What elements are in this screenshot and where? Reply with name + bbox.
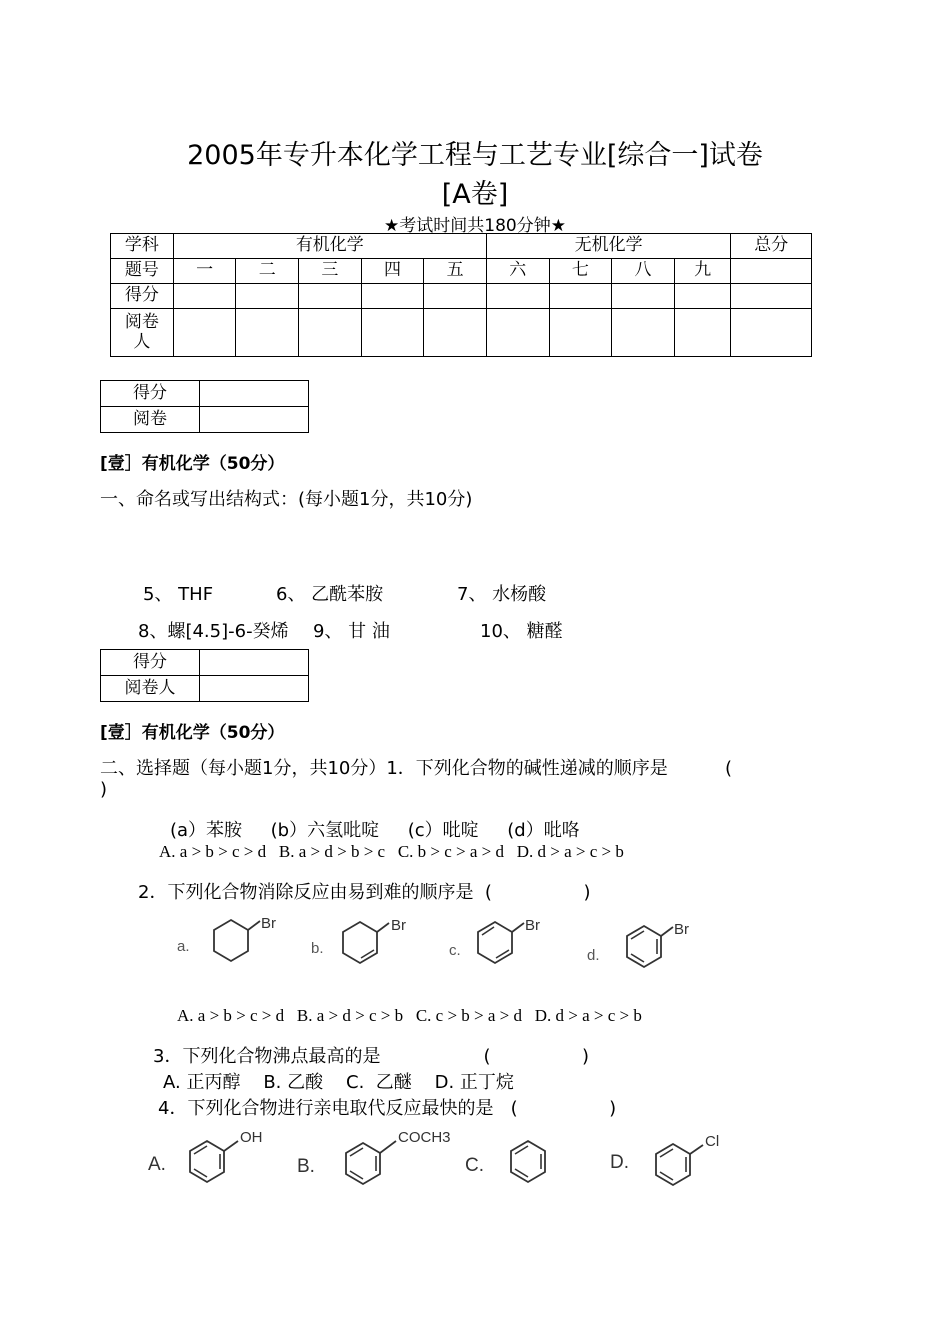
- mini-label: 得分: [101, 381, 200, 407]
- q2-br-b: Br: [391, 917, 406, 934]
- grader-cell[interactable]: [424, 309, 487, 357]
- row-label: 学科: [111, 234, 174, 259]
- grader-cell[interactable]: [299, 309, 362, 357]
- question-number: 一: [173, 259, 236, 284]
- section-heading: [壹］有机化学（50分）: [100, 723, 285, 743]
- naming-item: 6、 乙酰苯胺: [276, 584, 384, 605]
- q2-br-d: Br: [674, 921, 689, 938]
- table-row: [111, 284, 812, 309]
- grader-cell[interactable]: [173, 309, 236, 357]
- grader-cell[interactable]: [361, 309, 424, 357]
- question-heading: 二、选择题（每小题1分，共10分）1．下列化合物的碱性递减的顺序是 (: [100, 758, 733, 779]
- benzene-ring-icon: [627, 926, 661, 967]
- mini-score-table-1: [100, 380, 309, 433]
- q4-text: 4．下列化合物进行亲电取代反应最快的是 ( ): [158, 1098, 617, 1119]
- row-label: 题号: [111, 259, 174, 284]
- mini-label: 阅卷人: [101, 676, 200, 702]
- q4-label-b: B.: [297, 1156, 315, 1177]
- row-label: 得分: [111, 284, 174, 309]
- score-cell[interactable]: [612, 284, 675, 309]
- q2-br-c: Br: [525, 917, 540, 934]
- question-number: 九: [674, 259, 731, 284]
- score-cell[interactable]: [173, 284, 236, 309]
- q3-answers: A. 正丙醇 B. 乙酸 C. 乙醚 D. 正丁烷: [163, 1072, 514, 1093]
- exam-time: ★考试时间共180分钟★: [384, 216, 566, 236]
- grader-cell[interactable]: [731, 309, 812, 357]
- q2-text: 2．下列化合物消除反应由易到难的顺序是 ( ): [138, 882, 591, 903]
- grader-cell[interactable]: [200, 407, 309, 433]
- naming-item: 5、 THF: [143, 584, 214, 605]
- score-cell[interactable]: [731, 284, 812, 309]
- q1-options: (a）苯胺 (b）六氢吡啶 (c）吡啶 (d）吡咯: [170, 820, 580, 841]
- q2-label-d: d.: [587, 947, 600, 964]
- phenol-ring-icon: [190, 1141, 224, 1182]
- q3-text: 3．下列化合物沸点最高的是 ( ): [153, 1046, 590, 1067]
- page-subtitle: [A卷]: [441, 179, 509, 210]
- mini-label: 得分: [101, 650, 200, 676]
- q1-answers: A. a > b > c > d B. a > d > b > c C. b > c > a > d D. d > a > c > b: [159, 842, 624, 861]
- q4-label-c: C.: [465, 1155, 484, 1176]
- q4-sub-oh: OH: [240, 1129, 263, 1146]
- score-cell[interactable]: [200, 650, 309, 676]
- subject-inorganic: 无机化学: [486, 234, 731, 259]
- cyclohexene-ring-icon: [343, 922, 377, 963]
- question-number: 八: [612, 259, 675, 284]
- naming-item: 10、 糖醛: [480, 621, 563, 642]
- q2-label-c: c.: [449, 942, 461, 959]
- naming-item: 9、 甘 油: [313, 621, 390, 642]
- cyclohexane-ring-icon: [214, 920, 248, 961]
- q4-structures: [140, 1122, 740, 1192]
- score-cell[interactable]: [299, 284, 362, 309]
- grader-cell[interactable]: [200, 676, 309, 702]
- acetophenone-ring-icon: [346, 1143, 380, 1184]
- grader-cell[interactable]: [674, 309, 731, 357]
- chlorobenzene-ring-icon: [656, 1144, 690, 1185]
- cyclohexadiene-ring-icon: [478, 922, 512, 963]
- q4-sub-cl: Cl: [705, 1133, 720, 1150]
- q2-label-b: b.: [311, 940, 324, 957]
- subject-organic: 有机化学: [173, 234, 486, 259]
- score-table: [110, 233, 812, 357]
- grader-cell[interactable]: [612, 309, 675, 357]
- naming-item: 7、 水杨酸: [457, 584, 547, 605]
- grader-cell[interactable]: [236, 309, 299, 357]
- q4-sub-coch3: COCH3: [398, 1129, 451, 1146]
- question-heading: 一、命名或写出结构式：(每小题1分，共10分): [100, 489, 473, 510]
- question-number: 五: [424, 259, 487, 284]
- question-number: 七: [549, 259, 612, 284]
- subject-total: 总分: [731, 234, 812, 259]
- q2-answers: A. a > b > c > d B. a > d > c > b C. c > b > a > d D. d > a > c > b: [177, 1006, 642, 1025]
- question-number: 四: [361, 259, 424, 284]
- row-label: 阅卷人: [111, 309, 174, 357]
- benzene-ring-icon: [511, 1141, 545, 1182]
- question-number: 三: [299, 259, 362, 284]
- q4-label-d: D.: [610, 1152, 629, 1173]
- question-number: 六: [486, 259, 549, 284]
- grader-cell[interactable]: [486, 309, 549, 357]
- section-heading: [壹］有机化学（50分）: [100, 454, 285, 474]
- page-title: 2005年专升本化学工程与工艺专业[综合一]试卷: [187, 140, 763, 171]
- table-row: [111, 234, 812, 259]
- question-number: 二: [236, 259, 299, 284]
- naming-item: 8、螺[4.5]-6-癸烯: [138, 621, 289, 642]
- q2-label-a: a.: [177, 938, 190, 955]
- question-heading-cont: ): [100, 779, 108, 800]
- score-cell[interactable]: [424, 284, 487, 309]
- grader-cell[interactable]: [549, 309, 612, 357]
- score-cell[interactable]: [674, 284, 731, 309]
- q2-br-a: Br: [261, 915, 276, 932]
- score-cell[interactable]: [361, 284, 424, 309]
- score-cell[interactable]: [731, 259, 812, 284]
- mini-label: 阅卷: [101, 407, 200, 433]
- mini-score-table-2: [100, 649, 309, 702]
- q4-label-a: A.: [148, 1154, 166, 1175]
- table-row: [111, 309, 812, 357]
- table-row: [111, 259, 812, 284]
- score-cell[interactable]: [236, 284, 299, 309]
- score-cell[interactable]: [200, 381, 309, 407]
- score-cell[interactable]: [549, 284, 612, 309]
- score-cell[interactable]: [486, 284, 549, 309]
- q2-structures: [170, 908, 730, 976]
